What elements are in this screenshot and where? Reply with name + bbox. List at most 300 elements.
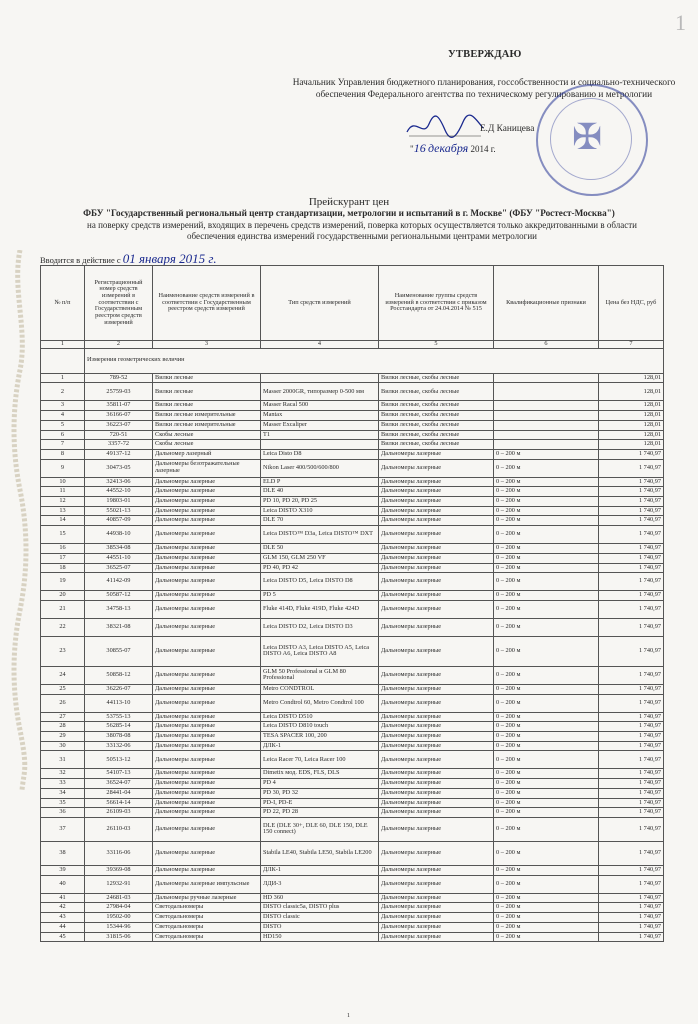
date-month: декабря: [427, 141, 469, 155]
cell-type: DLE 40: [261, 487, 379, 497]
cell-price: 128,01: [599, 383, 664, 401]
cell-reg: 50587-12: [85, 591, 153, 601]
cell-name: Светодальномеры: [153, 922, 261, 932]
date-quote: ": [410, 144, 414, 154]
cell-n: 40: [41, 875, 85, 893]
cell-qual: 0 – 200 м: [494, 875, 599, 893]
table-row: [41, 712, 664, 722]
cell-type: Leica DISTO X310: [261, 506, 379, 516]
table-row: [41, 497, 664, 507]
cell-name: Дальномеры лазерные: [153, 722, 261, 732]
cell-reg: 24681-03: [85, 893, 153, 903]
cell-price: 1 740,97: [599, 817, 664, 841]
cell-reg: 38534-08: [85, 544, 153, 554]
cell-type: GLM 150, GLM 250 VF: [261, 553, 379, 563]
table-row: [41, 636, 664, 666]
cell-type: PD 22, PD 28: [261, 808, 379, 818]
cell-price: 1 740,97: [599, 666, 664, 684]
cell-qual: 0 – 200 м: [494, 903, 599, 913]
cell-type: Leica DISTO A3, Leica DISTO A5, Leica DISTO A6, Leica DISTO A8: [261, 636, 379, 666]
cell-reg: 25759-03: [85, 383, 153, 401]
cell-reg: 56614-14: [85, 798, 153, 808]
header-cell: № п/п: [41, 266, 85, 341]
cell-group: Дальномеры лазерные: [379, 459, 494, 477]
cell-n: 42: [41, 903, 85, 913]
cell-n: 16: [41, 544, 85, 554]
cell-n: 21: [41, 600, 85, 618]
cell-price: 1 740,97: [599, 769, 664, 779]
cell-type: [261, 440, 379, 450]
table-row: [41, 684, 664, 694]
cell-type: DISTO: [261, 922, 379, 932]
cell-name: Вилки лесные: [153, 373, 261, 383]
cell-group: Дальномеры лазерные: [379, 516, 494, 526]
signer-name: Е.Д Каницева: [480, 124, 535, 134]
table-row: [41, 506, 664, 516]
cell-group: Дальномеры лазерные: [379, 694, 494, 712]
cell-n: 2: [41, 383, 85, 401]
cell-qual: 0 – 200 м: [494, 788, 599, 798]
cell-group: Дальномеры лазерные: [379, 591, 494, 601]
signature-icon: [405, 114, 485, 140]
cell-name: Дальномеры лазерные: [153, 497, 261, 507]
cell-reg: 36223-07: [85, 420, 153, 430]
cell-reg: 27984-04: [85, 903, 153, 913]
cell-name: Дальномеры лазерные: [153, 563, 261, 573]
cell-n: 22: [41, 618, 85, 636]
cell-qual: [494, 411, 599, 421]
table-row: [41, 573, 664, 591]
table-row: [41, 563, 664, 573]
table-row: [41, 411, 664, 421]
cell-price: 1 740,97: [599, 459, 664, 477]
document-title: Прейскурант цен: [308, 196, 390, 208]
cell-n: 27: [41, 712, 85, 722]
cell-n: 35: [41, 798, 85, 808]
cell-reg: 49137-12: [85, 449, 153, 459]
cell-qual: 0 – 200 м: [494, 618, 599, 636]
cell-name: Дальномеры лазерные: [153, 751, 261, 769]
cell-group: Дальномеры лазерные: [379, 741, 494, 751]
cell-group: Дальномеры лазерные: [379, 684, 494, 694]
cell-n: 12: [41, 497, 85, 507]
cell-name: Дальномеры лазерные: [153, 600, 261, 618]
cell-name: Дальномеры лазерные импульсные: [153, 875, 261, 893]
cell-name: Дальномеры лазерные: [153, 841, 261, 865]
header-cell: Цена без НДС, руб: [599, 266, 664, 341]
cell-reg: 32413-06: [85, 477, 153, 487]
table-row: [41, 618, 664, 636]
cell-reg: 33116-06: [85, 841, 153, 865]
cell-type: Dimetix мод. EDS, FLS, DLS: [261, 769, 379, 779]
cell-group: Дальномеры лазерные: [379, 932, 494, 942]
cell-n: 15: [41, 526, 85, 544]
cell-reg: 789-52: [85, 373, 153, 383]
cell-name: Дальномеры лазерные: [153, 808, 261, 818]
cell-price: 1 740,97: [599, 779, 664, 789]
table-row: [41, 798, 664, 808]
cell-group: Дальномеры лазерные: [379, 808, 494, 818]
cell-group: Дальномеры лазерные: [379, 487, 494, 497]
cell-group: Дальномеры лазерные: [379, 506, 494, 516]
cell-n: 37: [41, 817, 85, 841]
cell-qual: 0 – 200 м: [494, 666, 599, 684]
cell-group: Дальномеры лазерные: [379, 779, 494, 789]
cell-type: Stabila LE40, Stabila LE50, Stabila LE200: [261, 841, 379, 865]
cell-group: Дальномеры лазерные: [379, 751, 494, 769]
table-row: [41, 817, 664, 841]
cell-group: Дальномеры лазерные: [379, 732, 494, 742]
cell-n: 39: [41, 865, 85, 875]
cell-qual: 0 – 200 м: [494, 544, 599, 554]
cell-type: ЛДИ-3: [261, 875, 379, 893]
cell-n: 8: [41, 449, 85, 459]
cell-qual: 0 – 200 м: [494, 636, 599, 666]
table-row: [41, 459, 664, 477]
cell-name: Дальномер лазерный: [153, 449, 261, 459]
cell-price: 1 740,97: [599, 798, 664, 808]
binding-cord: [10, 250, 30, 790]
cell-reg: 38321-08: [85, 618, 153, 636]
cell-reg: 39369-08: [85, 865, 153, 875]
cell-price: 1 740,97: [599, 573, 664, 591]
cell-group: Вилки лесные, скобы лесные: [379, 440, 494, 450]
cell-type: HD150: [261, 932, 379, 942]
cell-price: 1 740,97: [599, 865, 664, 875]
cell-qual: [494, 383, 599, 401]
cell-price: 1 740,97: [599, 922, 664, 932]
table-body: [41, 348, 664, 942]
table-row: [41, 779, 664, 789]
table-row: [41, 788, 664, 798]
cell-name: Дальномеры лазерные: [153, 618, 261, 636]
cell-reg: 41142-09: [85, 573, 153, 591]
cell-name: Дальномеры лазерные: [153, 516, 261, 526]
official-seal: [536, 84, 648, 196]
table-row: [41, 751, 664, 769]
cell-name: Дальномеры лазерные: [153, 788, 261, 798]
cell-n: 10: [41, 477, 85, 487]
cell-n: 30: [41, 741, 85, 751]
table-row: [41, 526, 664, 544]
cell-n: 23: [41, 636, 85, 666]
cell-group: Дальномеры лазерные: [379, 618, 494, 636]
cell-type: ELD P: [261, 477, 379, 487]
cell-reg: 44938-10: [85, 526, 153, 544]
cell-price: 1 740,97: [599, 893, 664, 903]
cell-n: 28: [41, 722, 85, 732]
cell-price: 1 740,97: [599, 712, 664, 722]
cell-group: Дальномеры лазерные: [379, 600, 494, 618]
cell-price: 1 740,97: [599, 516, 664, 526]
cell-n: 7: [41, 440, 85, 450]
cell-type: Т1: [261, 430, 379, 440]
cell-qual: 0 – 200 м: [494, 893, 599, 903]
cell-name: Дальномеры лазерные: [153, 591, 261, 601]
cell-price: 1 740,97: [599, 732, 664, 742]
cell-qual: 0 – 200 м: [494, 694, 599, 712]
table-row: [41, 865, 664, 875]
cell-group: Дальномеры лазерные: [379, 573, 494, 591]
cell-name: Дальномеры лазерные: [153, 769, 261, 779]
cell-price: 1 740,97: [599, 477, 664, 487]
cell-reg: 53755-13: [85, 712, 153, 722]
cell-qual: 0 – 200 м: [494, 591, 599, 601]
cell-qual: 0 – 200 м: [494, 769, 599, 779]
cell-n: 31: [41, 751, 85, 769]
cell-name: Дальномеры безотражательные лазерные: [153, 459, 261, 477]
cell-name: Дальномеры лазерные: [153, 573, 261, 591]
cell-group: Дальномеры лазерные: [379, 449, 494, 459]
cell-name: Дальномеры ручные лазерные: [153, 893, 261, 903]
cell-type: PD 40, PD 42: [261, 563, 379, 573]
cell-reg: 56285-14: [85, 722, 153, 732]
cell-qual: 0 – 200 м: [494, 865, 599, 875]
table-row: [41, 383, 664, 401]
cell-name: Дальномеры лазерные: [153, 694, 261, 712]
cell-reg: 38078-08: [85, 732, 153, 742]
cell-qual: 0 – 200 м: [494, 506, 599, 516]
cell-name: Вилки лесные измерительные: [153, 420, 261, 430]
cell-type: DISTO classic: [261, 913, 379, 923]
cell-reg: 35811-07: [85, 401, 153, 411]
cell-price: 1 740,97: [599, 684, 664, 694]
cell-type: TESA SPACER 100, 200: [261, 732, 379, 742]
document-description: на поверку средств измерений, входящих в перечень средств измерений, поверка которых осуществляется только аккредитованными в области обеспечения единства измерений государственными региональными центрами метрологии: [87, 220, 637, 241]
cell-n: 19: [41, 573, 85, 591]
cell-price: 128,01: [599, 440, 664, 450]
cell-price: 128,01: [599, 430, 664, 440]
cell-qual: 0 – 200 м: [494, 684, 599, 694]
cell-group: Дальномеры лазерные: [379, 913, 494, 923]
cell-price: 1 740,97: [599, 741, 664, 751]
cell-type: Masser Racal 500: [261, 401, 379, 411]
cell-qual: 0 – 200 м: [494, 526, 599, 544]
cell-type: Leica Disto D8: [261, 449, 379, 459]
cell-price: 1 740,97: [599, 487, 664, 497]
table-row: [41, 430, 664, 440]
cell-price: 1 740,97: [599, 544, 664, 554]
cell-price: 1 740,97: [599, 913, 664, 923]
eagle-emblem-icon: ✠: [572, 117, 603, 157]
cell-qual: 0 – 200 м: [494, 922, 599, 932]
cell-group: Дальномеры лазерные: [379, 865, 494, 875]
cell-name: Дальномеры лазерные: [153, 666, 261, 684]
cell-name: Дальномеры лазерные: [153, 865, 261, 875]
cell-name: Светодальномеры: [153, 903, 261, 913]
cell-n: 34: [41, 788, 85, 798]
cell-group: Вилки лесные, скобы лесные: [379, 373, 494, 383]
cell-reg: 26109-03: [85, 808, 153, 818]
cell-qual: 0 – 200 м: [494, 487, 599, 497]
cell-name: Вилки лесные: [153, 383, 261, 401]
section-row: [41, 348, 664, 373]
table-row: [41, 694, 664, 712]
cell-type: GLM 50 Professional и GLM 80 Professional: [261, 666, 379, 684]
header-cell: Регистрационный номер средств измерений в соответствии с Государственным реестром средств измерений: [85, 266, 153, 341]
cell-name: Дальномеры лазерные: [153, 506, 261, 516]
cell-group: Дальномеры лазерные: [379, 636, 494, 666]
cell-group: Дальномеры лазерные: [379, 666, 494, 684]
approval-date: [410, 141, 496, 156]
cell-reg: 40857-09: [85, 516, 153, 526]
cell-qual: 0 – 200 м: [494, 741, 599, 751]
cell-name: Дальномеры лазерные: [153, 544, 261, 554]
cell-group: Дальномеры лазерные: [379, 526, 494, 544]
cell-reg: 30473-05: [85, 459, 153, 477]
cell-n: 1: [41, 373, 85, 383]
cell-name: Дальномеры лазерные: [153, 741, 261, 751]
header-cell: Тип средств измерений: [261, 266, 379, 341]
table-row: [41, 591, 664, 601]
cell-qual: 0 – 200 м: [494, 449, 599, 459]
table-row: [41, 808, 664, 818]
cell-qual: [494, 440, 599, 450]
approval-heading: УТВЕРЖДАЮ: [448, 49, 522, 60]
effective-label: Вводится в действие с: [40, 255, 121, 265]
table-row: [41, 922, 664, 932]
table-row: [41, 741, 664, 751]
table-row: [41, 487, 664, 497]
cell-group: Дальномеры лазерные: [379, 903, 494, 913]
table-row: [41, 477, 664, 487]
cell-qual: [494, 430, 599, 440]
cell-name: Дальномеры лазерные: [153, 636, 261, 666]
header-number: 2: [85, 341, 153, 349]
cell-type: PD 4: [261, 779, 379, 789]
cell-reg: 55021-13: [85, 506, 153, 516]
cell-qual: 0 – 200 м: [494, 573, 599, 591]
cell-group: Вилки лесные, скобы лесные: [379, 401, 494, 411]
header-row: [41, 266, 664, 341]
cell-qual: 0 – 200 м: [494, 932, 599, 942]
cell-qual: 0 – 200 м: [494, 913, 599, 923]
cell-qual: 0 – 200 м: [494, 553, 599, 563]
cell-n: 9: [41, 459, 85, 477]
cell-qual: 0 – 200 м: [494, 497, 599, 507]
cell-price: 128,01: [599, 373, 664, 383]
cell-price: 1 740,97: [599, 808, 664, 818]
organization-name: ФБУ "Государственный региональный центр стандартизации, метрологии и испытаний в г. Москве" (ФБУ "Ростест-Москва"): [83, 208, 615, 218]
cell-reg: 44552-10: [85, 487, 153, 497]
cell-type: Leica DISTO™ D3a, Leica DISTO™ DXT: [261, 526, 379, 544]
cell-reg: 36166-07: [85, 411, 153, 421]
cell-n: 5: [41, 420, 85, 430]
cell-price: 128,01: [599, 411, 664, 421]
header-cell: Наименование средств измерений в соответствии с Государственным реестром средств измерений: [153, 266, 261, 341]
cell-n: 14: [41, 516, 85, 526]
cell-type: DLE 50: [261, 544, 379, 554]
cell-qual: [494, 373, 599, 383]
cell-qual: 0 – 200 м: [494, 841, 599, 865]
cell-qual: 0 – 200 м: [494, 712, 599, 722]
cell-qual: [494, 401, 599, 411]
cell-type: PD-I, PD-E: [261, 798, 379, 808]
price-table-container: [40, 265, 663, 942]
date-year: 2014 г.: [470, 144, 496, 154]
cell-type: [261, 373, 379, 383]
cell-type: HD 360: [261, 893, 379, 903]
cell-price: 1 740,97: [599, 553, 664, 563]
cell-n: 36: [41, 808, 85, 818]
cell-name: Светодальномеры: [153, 932, 261, 942]
cell-name: Скобы лесные: [153, 430, 261, 440]
cell-reg: 33132-06: [85, 741, 153, 751]
cell-type: DLE 70: [261, 516, 379, 526]
cell-group: Дальномеры лазерные: [379, 769, 494, 779]
cell-type: PD 5: [261, 591, 379, 601]
cell-group: Дальномеры лазерные: [379, 497, 494, 507]
cell-qual: 0 – 200 м: [494, 459, 599, 477]
cell-reg: 54107-13: [85, 769, 153, 779]
cell-type: DISTO classic5a, DISTO plus: [261, 903, 379, 913]
table-row: [41, 666, 664, 684]
cell-qual: 0 – 200 м: [494, 808, 599, 818]
cell-n: 43: [41, 913, 85, 923]
header-number: 1: [41, 341, 85, 349]
cell-n: 20: [41, 591, 85, 601]
cell-type: DLE (DLE 30+, DLE 60, DLE 150, DLE 150 connect): [261, 817, 379, 841]
table-row: [41, 769, 664, 779]
cell-name: Дальномеры лазерные: [153, 526, 261, 544]
table-row: [41, 893, 664, 903]
cell-type: ДЛК-1: [261, 865, 379, 875]
cell-price: 1 740,97: [599, 841, 664, 865]
cell-name: Дальномеры лазерные: [153, 779, 261, 789]
cell-group: Дальномеры лазерные: [379, 712, 494, 722]
cell-reg: 28441-04: [85, 788, 153, 798]
cell-qual: 0 – 200 м: [494, 779, 599, 789]
cell-type: Metro Condtrol 60, Metro Condtrol 100: [261, 694, 379, 712]
cell-reg: 12932-91: [85, 875, 153, 893]
table-row: [41, 600, 664, 618]
cell-reg: 36226-07: [85, 684, 153, 694]
cell-group: Вилки лесные, скобы лесные: [379, 411, 494, 421]
cell-reg: 44113-10: [85, 694, 153, 712]
cell-type: Leica Racer 70, Leica Racer 100: [261, 751, 379, 769]
header-number: 6: [494, 341, 599, 349]
cell-type: Leica DISTO D2, Leica DISTO D3: [261, 618, 379, 636]
cell-price: 128,01: [599, 420, 664, 430]
table-row: [41, 420, 664, 430]
header-cell: Квалификационные признаки: [494, 266, 599, 341]
cell-reg: 26110-03: [85, 817, 153, 841]
cell-group: Дальномеры лазерные: [379, 893, 494, 903]
effective-date-value: 01 января 2015 г.: [122, 251, 217, 266]
cell-type: Metro CONDTROL: [261, 684, 379, 694]
footer-mark: 1: [347, 1013, 350, 1019]
header-number: 7: [599, 341, 664, 349]
cell-price: 1 740,97: [599, 903, 664, 913]
cell-qual: [494, 420, 599, 430]
cell-n: 41: [41, 893, 85, 903]
table-row: [41, 913, 664, 923]
table-row: [41, 449, 664, 459]
table-row: [41, 440, 664, 450]
cell-name: Скобы лесные: [153, 440, 261, 450]
cell-type: ДЛК-1: [261, 741, 379, 751]
header-number: 5: [379, 341, 494, 349]
cell-reg: 36524-07: [85, 779, 153, 789]
cell-type: Mantax: [261, 411, 379, 421]
cell-name: Дальномеры лазерные: [153, 732, 261, 742]
cell-n: 45: [41, 932, 85, 942]
cell-name: Вилки лесные: [153, 401, 261, 411]
cell-group: Дальномеры лазерные: [379, 798, 494, 808]
cell-reg: 44551-10: [85, 553, 153, 563]
cell-reg: 19502-00: [85, 913, 153, 923]
cell-n: 26: [41, 694, 85, 712]
